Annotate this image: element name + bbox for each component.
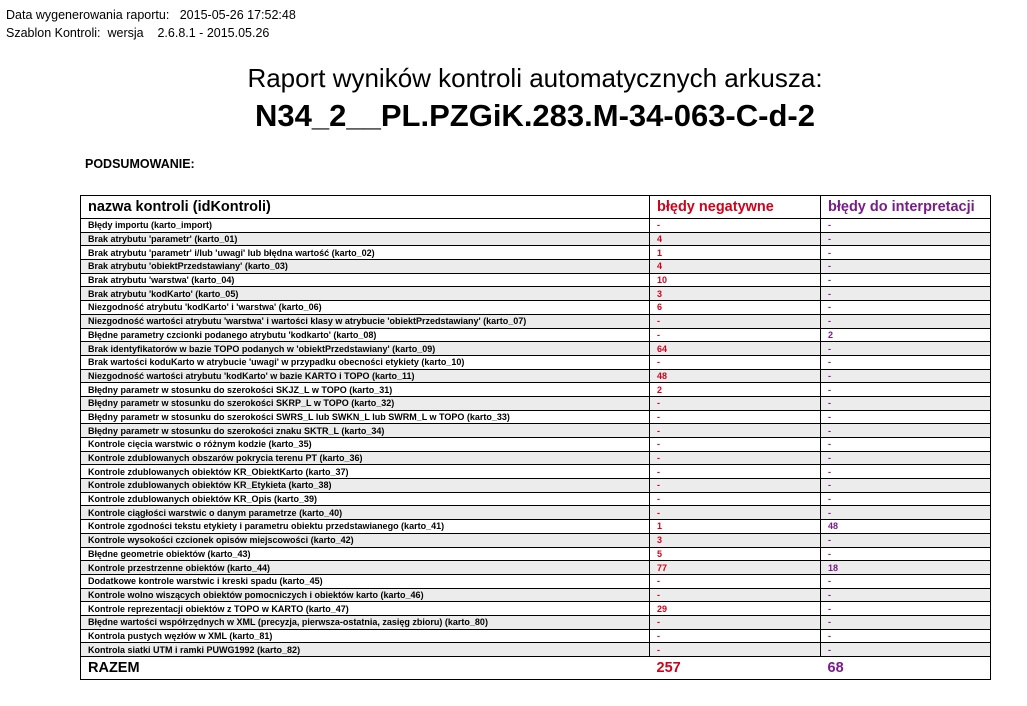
header-interpretation-errors: błędy do interpretacji xyxy=(821,196,991,219)
table-row xyxy=(81,492,991,506)
row-negative-errors: - xyxy=(650,396,821,410)
row-control-name: Brak atrybutu 'parametr' (karto_01) xyxy=(81,232,650,246)
table-row xyxy=(81,301,991,315)
table-row xyxy=(81,355,991,369)
row-negative-errors: - xyxy=(650,615,821,629)
row-negative-errors: 48 xyxy=(650,369,821,383)
row-control-name: Kontrole wolno wiszących obiektów pomocniczych i obiektów karto (karto_46) xyxy=(81,588,650,602)
row-control-name: Błędny parametr w stosunku do szerokości SKJZ_L w TOPO (karto_31) xyxy=(81,383,650,397)
row-control-name: Kontrole zdublowanych obiektów KR_Etykieta (karto_38) xyxy=(81,479,650,493)
row-negative-errors: 5 xyxy=(650,547,821,561)
row-negative-errors: - xyxy=(650,451,821,465)
row-control-name: Brak identyfikatorów w bazie TOPO podanych w 'obiektPrzedstawiany' (karto_09) xyxy=(81,342,650,356)
table-row xyxy=(81,438,991,452)
table-row xyxy=(81,246,991,260)
row-negative-errors: - xyxy=(650,355,821,369)
row-interpretation-errors: - xyxy=(821,342,991,356)
row-interpretation-errors: - xyxy=(821,314,991,328)
table-row xyxy=(81,219,991,233)
row-interpretation-errors: - xyxy=(821,479,991,493)
row-negative-errors: 64 xyxy=(650,342,821,356)
row-control-name: Błędne geometrie obiektów (karto_43) xyxy=(81,547,650,561)
table-row xyxy=(81,424,991,438)
row-negative-errors: 4 xyxy=(650,232,821,246)
row-control-name: Niezgodność atrybutu 'kodKarto' i 'warstwa' (karto_06) xyxy=(81,301,650,315)
table-row xyxy=(81,314,991,328)
row-control-name: Kontrole przestrzenne obiektów (karto_44) xyxy=(81,561,650,575)
row-control-name: Błędy importu (karto_import) xyxy=(81,219,650,233)
row-interpretation-errors: - xyxy=(821,232,991,246)
row-control-name: Błędne parametry czcionki podanego atrybutu 'kodkarto' (karto_08) xyxy=(81,328,650,342)
table-row xyxy=(81,588,991,602)
row-negative-errors: 3 xyxy=(650,287,821,301)
row-control-name: Kontrole zdublowanych obiektów KR_Opis (karto_39) xyxy=(81,492,650,506)
table-row xyxy=(81,643,991,657)
row-control-name: Błędny parametr w stosunku do szerokości SKRP_L w TOPO (karto_32) xyxy=(81,396,650,410)
row-interpretation-errors: - xyxy=(821,465,991,479)
row-interpretation-errors: - xyxy=(821,615,991,629)
row-control-name: Brak atrybutu 'warstwa' (karto_04) xyxy=(81,273,650,287)
table-row xyxy=(81,451,991,465)
row-control-name: Błędny parametr w stosunku do szerokości SWRS_L lub SWKN_L lub SWRM_L w TOPO (karto_33) xyxy=(81,410,650,424)
row-negative-errors: - xyxy=(650,438,821,452)
row-negative-errors: 6 xyxy=(650,301,821,315)
row-negative-errors: - xyxy=(650,424,821,438)
row-interpretation-errors: - xyxy=(821,355,991,369)
generated-line xyxy=(6,7,296,23)
row-interpretation-errors: - xyxy=(821,260,991,274)
row-negative-errors: - xyxy=(650,574,821,588)
table-header-row xyxy=(81,196,991,219)
row-control-name: Kontrole wysokości czcionek opisów miejscowości (karto_42) xyxy=(81,533,650,547)
row-negative-errors: 3 xyxy=(650,533,821,547)
row-negative-errors: - xyxy=(650,492,821,506)
table-row xyxy=(81,574,991,588)
summary-label: PODSUMOWANIE: xyxy=(85,157,195,171)
row-interpretation-errors: - xyxy=(821,492,991,506)
row-interpretation-errors: - xyxy=(821,424,991,438)
total-label: RAZEM xyxy=(81,657,650,680)
row-control-name: Brak atrybutu 'obiektPrzedstawiany' (karto_03) xyxy=(81,260,650,274)
row-negative-errors: 29 xyxy=(650,602,821,616)
row-interpretation-errors: - xyxy=(821,383,991,397)
header-control-name: nazwa kontroli (idKontroli) xyxy=(81,196,650,219)
table-row xyxy=(81,506,991,520)
row-control-name: Kontrole cięcia warstwic o różnym kodzie (karto_35) xyxy=(81,438,650,452)
table-row xyxy=(81,273,991,287)
row-negative-errors: - xyxy=(650,219,821,233)
table-row xyxy=(81,520,991,534)
row-interpretation-errors: 18 xyxy=(821,561,991,575)
row-negative-errors: 4 xyxy=(650,260,821,274)
table-row xyxy=(81,602,991,616)
table-row xyxy=(81,561,991,575)
row-control-name: Błędny parametr w stosunku do szerokości znaku SKTR_L (karto_34) xyxy=(81,424,650,438)
row-interpretation-errors: - xyxy=(821,629,991,643)
results-table xyxy=(80,195,991,680)
table-total-row xyxy=(81,657,991,680)
table-row xyxy=(81,328,991,342)
row-control-name: Kontrole ciągłości warstwic o danym parametrze (karto_40) xyxy=(81,506,650,520)
row-negative-errors: - xyxy=(650,465,821,479)
row-interpretation-errors: - xyxy=(821,396,991,410)
header-negative-errors: błędy negatywne xyxy=(650,196,821,219)
row-interpretation-errors: - xyxy=(821,438,991,452)
row-interpretation-errors: 48 xyxy=(821,520,991,534)
row-negative-errors: - xyxy=(650,643,821,657)
row-interpretation-errors: - xyxy=(821,643,991,657)
row-control-name: Kontrole zdublowanych obiektów KR_ObiektKarto (karto_37) xyxy=(81,465,650,479)
row-interpretation-errors: - xyxy=(821,574,991,588)
total-interpretation-errors: 68 xyxy=(821,657,991,680)
row-control-name: Kontrole zgodności tekstu etykiety i parametru obiektu przedstawianego (karto_41) xyxy=(81,520,650,534)
row-control-name: Dodatkowe kontrole warstwic i kreski spadu (karto_45) xyxy=(81,574,650,588)
row-control-name: Kontrola siatki UTM i ramki PUWG1992 (karto_82) xyxy=(81,643,650,657)
row-negative-errors: - xyxy=(650,479,821,493)
row-control-name: Kontrole reprezentacji obiektów z TOPO w KARTO (karto_47) xyxy=(81,602,650,616)
row-negative-errors: - xyxy=(650,410,821,424)
table-row xyxy=(81,479,991,493)
row-interpretation-errors: - xyxy=(821,273,991,287)
table-row xyxy=(81,287,991,301)
table-row xyxy=(81,547,991,561)
row-control-name: Brak atrybutu 'parametr' i/lub 'uwagi' lub błędna wartość (karto_02) xyxy=(81,246,650,260)
generated-value: 2015-05-26 17:52:48 xyxy=(179,8,296,22)
table-row xyxy=(81,383,991,397)
table-row xyxy=(81,629,991,643)
row-interpretation-errors: - xyxy=(821,602,991,616)
row-negative-errors: 77 xyxy=(650,561,821,575)
template-label: Szablon Kontroli: xyxy=(6,26,101,40)
row-control-name: Błędne wartości współrzędnych w XML (precyzja, pierwsza-ostatnia, zasięg zbioru) (karto_80) xyxy=(81,615,650,629)
table-row xyxy=(81,260,991,274)
table-row xyxy=(81,410,991,424)
template-value: wersja 2.6.8.1 - 2015.05.26 xyxy=(107,26,270,40)
table-row xyxy=(81,396,991,410)
generated-label: Data wygenerowania raportu: xyxy=(6,8,170,22)
row-interpretation-errors: - xyxy=(821,301,991,315)
row-interpretation-errors: - xyxy=(821,246,991,260)
row-negative-errors: - xyxy=(650,328,821,342)
row-interpretation-errors: - xyxy=(821,588,991,602)
row-interpretation-errors: - xyxy=(821,369,991,383)
row-control-name: Brak wartości koduKarto w atrybucie 'uwagi' w przypadku obecności etykiety (karto_10) xyxy=(81,355,650,369)
row-negative-errors: - xyxy=(650,506,821,520)
row-control-name: Kontrola pustych węzłów w XML (karto_81) xyxy=(81,629,650,643)
table-row xyxy=(81,369,991,383)
row-control-name: Niezgodność wartości atrybutu 'kodKarto' w bazie KARTO i TOPO (karto_11) xyxy=(81,369,650,383)
row-negative-errors: 10 xyxy=(650,273,821,287)
row-negative-errors: - xyxy=(650,588,821,602)
sheet-identifier: N34_2__PL.PZGiK.283.M-34-063-C-d-2 xyxy=(255,98,815,133)
total-negative-errors: 257 xyxy=(650,657,821,680)
row-negative-errors: 2 xyxy=(650,383,821,397)
row-negative-errors: 1 xyxy=(650,246,821,260)
row-control-name: Niezgodność wartości atrybutu 'warstwa' i wartości klasy w atrybucie 'obiektPrzedstawiany' (karto_07) xyxy=(81,314,650,328)
row-negative-errors: 1 xyxy=(650,520,821,534)
row-negative-errors: - xyxy=(650,629,821,643)
row-control-name: Brak atrybutu 'kodKarto' (karto_05) xyxy=(81,287,650,301)
row-control-name: Kontrole zdublowanych obszarów pokrycia terenu PT (karto_36) xyxy=(81,451,650,465)
table-row xyxy=(81,615,991,629)
row-interpretation-errors: - xyxy=(821,219,991,233)
table-row xyxy=(81,342,991,356)
table-row xyxy=(81,465,991,479)
row-interpretation-errors: - xyxy=(821,506,991,520)
report-title: Raport wyników kontroli automatycznych arkusza: xyxy=(247,63,823,93)
row-interpretation-errors: - xyxy=(821,451,991,465)
table-row xyxy=(81,232,991,246)
row-interpretation-errors: - xyxy=(821,410,991,424)
row-interpretation-errors: - xyxy=(821,547,991,561)
template-line xyxy=(6,25,269,41)
row-interpretation-errors: - xyxy=(821,533,991,547)
row-negative-errors: - xyxy=(650,314,821,328)
table-row xyxy=(81,533,991,547)
row-interpretation-errors: 2 xyxy=(821,328,991,342)
row-interpretation-errors: - xyxy=(821,287,991,301)
